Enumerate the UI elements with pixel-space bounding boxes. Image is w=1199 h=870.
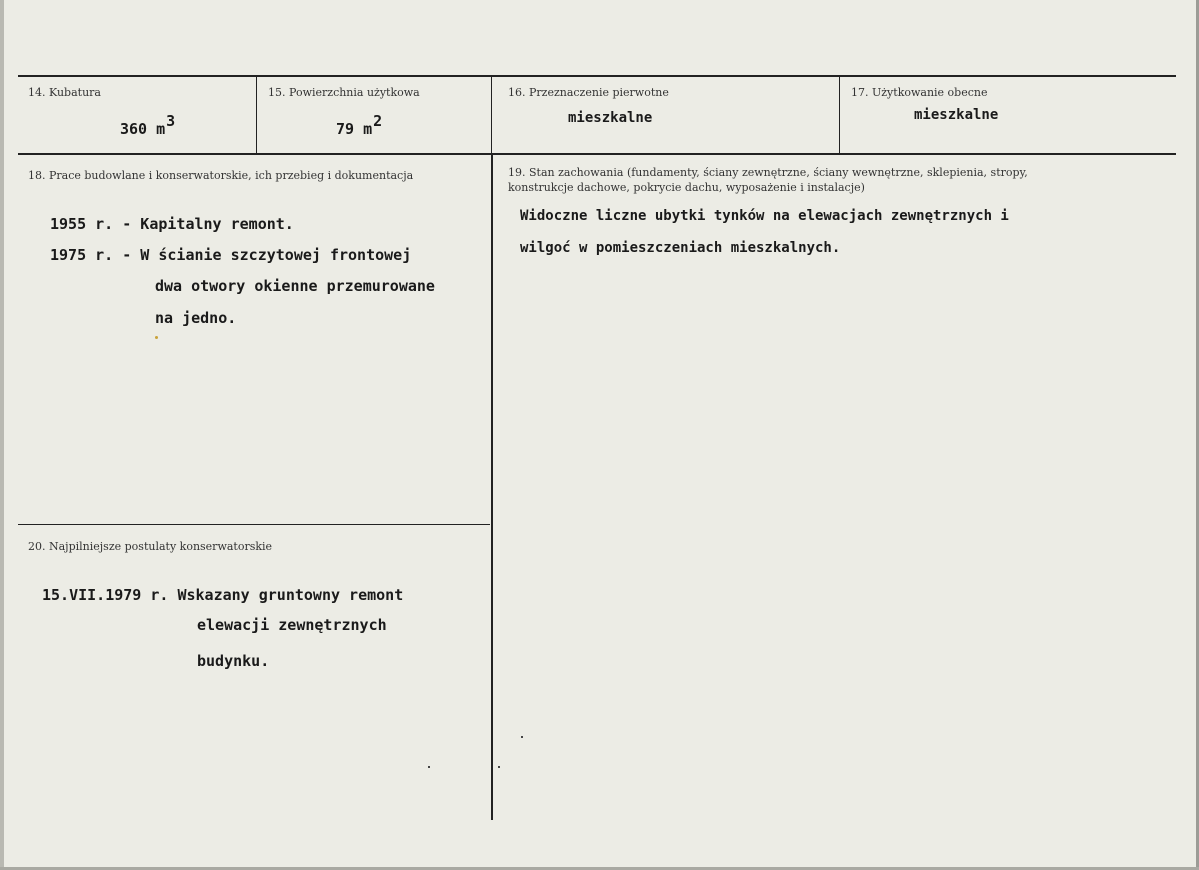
prace-label: 18. Prace budowlane i konserwatorskie, ich przebieg i dokumentacja <box>28 169 414 182</box>
divider-16-17 <box>839 77 840 153</box>
powierzchnia-number: 79 m <box>336 120 373 138</box>
section-18-20-divider <box>18 524 490 525</box>
kubatura-value <box>120 112 175 138</box>
prace-line-3: dwa otwory okienne przemurowane <box>155 277 435 295</box>
stray-mark <box>521 736 523 738</box>
divider-14-15 <box>256 77 257 153</box>
prace-line-1: 1955 r. - Kapitalny remont. <box>50 215 294 233</box>
powierzchnia-label: 15. Powierzchnia użytkowa <box>268 86 420 99</box>
uzytkowanie-value: mieszkalne <box>914 107 999 123</box>
postulaty-line-2: elewacji zewnętrznych <box>197 616 387 634</box>
top-rule <box>18 75 1176 77</box>
main-vertical-divider <box>491 155 493 820</box>
uzytkowanie-label: 17. Użytkowanie obecne <box>851 86 988 99</box>
kubatura-exponent: 3 <box>166 112 176 130</box>
prace-line-2: 1975 r. - W ścianie szczytowej frontowej <box>50 246 412 264</box>
divider-15-16 <box>491 77 492 153</box>
kubatura-label: 14. Kubatura <box>28 86 101 99</box>
stray-mark <box>428 766 430 768</box>
stan-line-1: Widoczne liczne ubytki tynków na elewacjach zewnętrznych i <box>520 208 1009 224</box>
postulaty-label: 20. Najpilniejsze postulaty konserwatorskie <box>28 540 273 553</box>
stan-label-line-2: konstrukcje dachowe, pokrycie dachu, wyposażenie i instalacje) <box>508 181 865 194</box>
stray-mark <box>498 766 500 768</box>
przeznaczenie-label: 16. Przeznaczenie pierwotne <box>508 86 669 99</box>
prace-line-4: na jedno. <box>155 309 237 327</box>
header-bottom-rule <box>18 153 1176 155</box>
powierzchnia-exponent: 2 <box>373 112 383 130</box>
stan-label-line-1: 19. Stan zachowania (fundamenty, ściany zewnętrzne, ściany wewnętrzne, sklepienia, stropy, <box>508 166 1028 179</box>
powierzchnia-value <box>336 112 382 138</box>
kubatura-number: 360 m <box>120 120 166 138</box>
postulaty-line-1: 15.VII.1979 r. Wskazany gruntowny remont <box>42 586 404 604</box>
card-edge-left <box>0 0 4 870</box>
stan-line-2: wilgoć w pomieszczeniach mieszkalnych. <box>520 240 841 256</box>
postulaty-line-3: budynku. <box>197 652 270 670</box>
przeznaczenie-value: mieszkalne <box>568 110 653 126</box>
stray-mark <box>155 336 158 339</box>
